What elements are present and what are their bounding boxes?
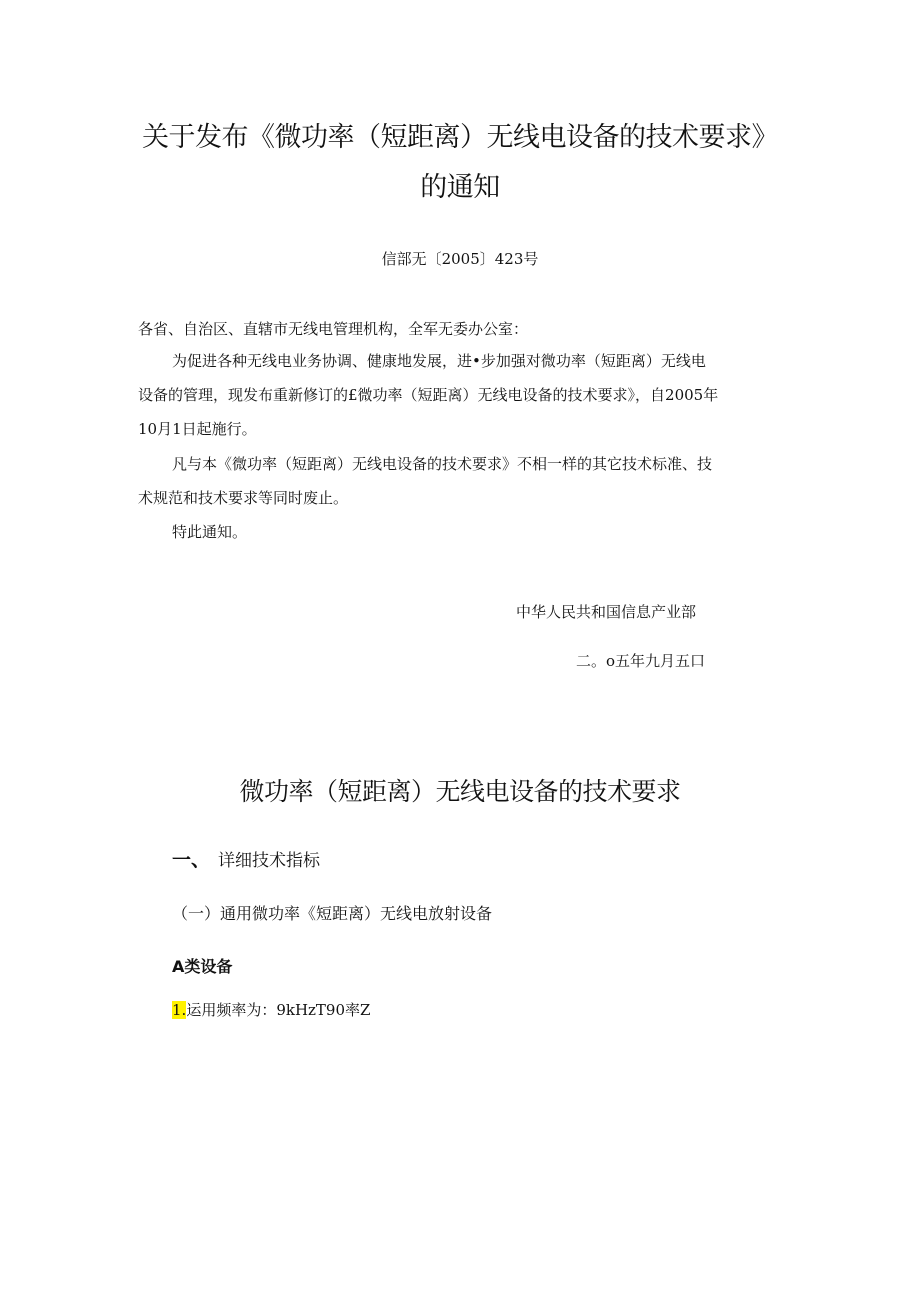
document-number: 信部无〔2005〕423号 (381, 250, 539, 268)
section-heading (172, 845, 320, 872)
section-number: 一、 (172, 849, 211, 871)
paragraph-2-line-2: 术规范和技术要求等同时废止。 (138, 489, 349, 507)
class-a-heading: A类设备 (172, 957, 233, 976)
item-text: 运用频率为：9kHzT90率Z (186, 1001, 371, 1019)
paragraph-1-line-1: 为促进各种无线电业务协调、健康地发展，进•步加强对微功率（短距离）无线电 (172, 352, 706, 370)
item-number-highlight: 1. (172, 1001, 187, 1019)
notice-title-line-1: 关于发布《微功率（短距离）无线电设备的技术要求》 (142, 122, 778, 153)
requirements-title: 微功率（短距离）无线电设备的技术要求 (239, 777, 681, 806)
section-title: 详细技术指标 (218, 851, 321, 871)
paragraph-1-line-2: 设备的管理，现发布重新修订的£微功率（短距离）无线电设备的技术要求》，自2005年 (138, 386, 719, 404)
subsection-heading: （一）通用微功率《短距离）无线电放射设备 (172, 904, 493, 923)
issue-date: 二。o五年九月五口 (576, 652, 706, 670)
notice-title-line-2: 的通知 (420, 172, 500, 203)
signer: 中华人民共和国信息产业部 (516, 603, 697, 621)
paragraph-1-line-3: 10月1日起施行。 (138, 420, 257, 438)
list-item (172, 999, 370, 1020)
salutation: 各省、自治区、直辖市无线电管理机构，全军无委办公室： (138, 320, 529, 338)
paragraph-2-line-1: 凡与本《微功率（短距离）无线电设备的技术要求》不相一样的其它技术标准、技 (172, 455, 713, 473)
closing-text: 特此通知。 (172, 523, 248, 541)
